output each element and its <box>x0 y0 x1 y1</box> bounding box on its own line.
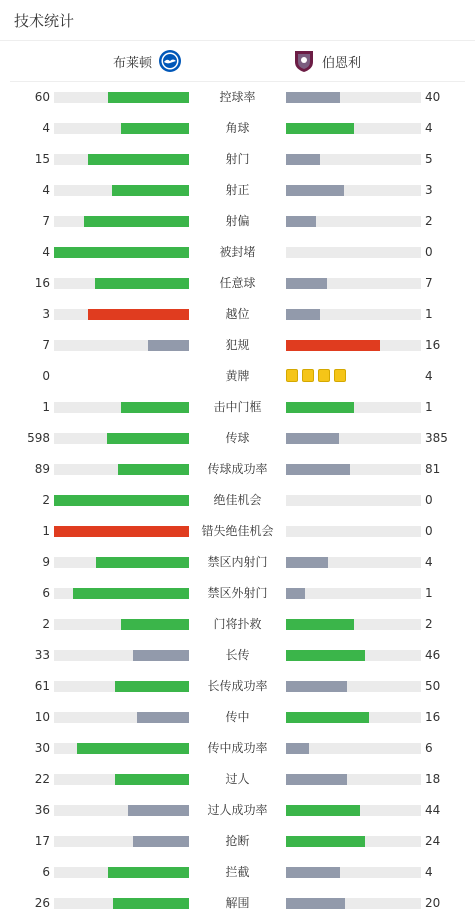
home-value: 10 <box>34 710 50 724</box>
stat-label: 传中 <box>225 710 250 724</box>
away-value: 2 <box>425 617 433 631</box>
home-bar-fill <box>133 650 189 661</box>
away-bar-track <box>286 836 421 847</box>
away-bar-fill <box>286 681 347 692</box>
away-bar-track <box>286 340 421 351</box>
teams-header <box>10 41 465 82</box>
stat-row <box>0 206 475 237</box>
stat-row <box>0 144 475 175</box>
yellow-cards <box>286 369 346 382</box>
home-bar-track <box>54 836 189 847</box>
home-value: 0 <box>42 369 50 383</box>
away-bar-fill <box>286 619 354 630</box>
home-team[interactable] <box>113 49 182 73</box>
away-bar-track <box>286 805 421 816</box>
away-value: 50 <box>425 679 441 693</box>
stat-label: 任意球 <box>219 276 256 290</box>
away-value: 40 <box>425 90 441 104</box>
home-value: 89 <box>34 462 50 476</box>
home-bar-fill <box>54 247 189 258</box>
stat-row <box>0 361 475 392</box>
away-value: 4 <box>425 555 433 569</box>
away-value: 3 <box>425 183 433 197</box>
away-bar-track <box>286 774 421 785</box>
home-bar-track <box>54 774 189 785</box>
stat-row <box>0 547 475 578</box>
stat-row <box>0 485 475 516</box>
home-value: 1 <box>42 524 50 538</box>
stat-label: 黄牌 <box>225 369 250 383</box>
home-bar-fill <box>77 743 189 754</box>
home-bar-fill <box>88 309 189 320</box>
home-value: 4 <box>42 183 50 197</box>
stat-label: 长传成功率 <box>207 679 268 693</box>
stat-label: 拦截 <box>225 865 250 879</box>
stat-label: 长传 <box>225 648 250 662</box>
stat-row <box>0 175 475 206</box>
home-bar-fill <box>95 278 189 289</box>
yellow-card-icon <box>334 369 346 382</box>
away-value: 0 <box>425 493 433 507</box>
stat-row <box>0 423 475 454</box>
away-bar-track <box>286 92 421 103</box>
home-bar-fill <box>121 619 189 630</box>
home-value: 61 <box>34 679 50 693</box>
stat-row <box>0 299 475 330</box>
stat-label: 禁区外射门 <box>207 586 268 600</box>
stat-row <box>0 330 475 361</box>
home-value: 15 <box>34 152 50 166</box>
home-bar-fill <box>113 898 189 909</box>
stat-label: 门将扑救 <box>213 617 262 631</box>
stat-row <box>0 795 475 826</box>
home-bar-track <box>54 495 189 506</box>
stat-row <box>0 82 475 113</box>
home-bar-track <box>54 526 189 537</box>
stat-label: 射门 <box>225 152 250 166</box>
home-value: 7 <box>42 338 50 352</box>
home-bar-track <box>54 402 189 413</box>
away-bar-track <box>286 185 421 196</box>
home-value: 4 <box>42 121 50 135</box>
home-bar-track <box>54 650 189 661</box>
stat-label: 传球成功率 <box>207 462 268 476</box>
away-value: 6 <box>425 741 433 755</box>
home-bar-track <box>54 898 189 909</box>
home-bar-fill <box>108 867 189 878</box>
away-bar-fill <box>286 216 316 227</box>
home-bar-fill <box>121 402 189 413</box>
stat-row <box>0 857 475 888</box>
away-bar-track <box>286 402 421 413</box>
stat-label: 犯规 <box>225 338 250 352</box>
away-bar-fill <box>286 898 345 909</box>
away-value: 20 <box>425 896 441 910</box>
yellow-card-icon <box>318 369 330 382</box>
home-bar-fill <box>112 185 189 196</box>
stat-label: 绝佳机会 <box>213 493 262 507</box>
away-bar-track <box>286 526 421 537</box>
away-bar-fill <box>286 712 369 723</box>
away-bar-track <box>286 712 421 723</box>
brighton-crest-icon <box>158 49 182 73</box>
home-value: 3 <box>42 307 50 321</box>
home-team-name: 布莱顿 <box>112 55 152 71</box>
home-bar-track <box>54 247 189 258</box>
home-bar-fill <box>73 588 189 599</box>
away-value: 5 <box>425 152 433 166</box>
stat-label: 过人 <box>225 772 250 786</box>
away-value: 2 <box>425 214 433 228</box>
away-value: 1 <box>425 400 433 414</box>
away-bar-fill <box>286 154 320 165</box>
away-bar-fill <box>286 557 328 568</box>
stat-row <box>0 826 475 857</box>
away-value: 4 <box>425 865 433 879</box>
away-bar-track <box>286 588 421 599</box>
stat-label: 过人成功率 <box>207 803 268 817</box>
stat-row <box>0 702 475 733</box>
stat-label: 越位 <box>225 307 250 321</box>
stat-row <box>0 640 475 671</box>
away-bar-track <box>286 433 421 444</box>
away-bar-fill <box>286 309 320 320</box>
away-bar-fill <box>286 867 340 878</box>
away-value: 7 <box>425 276 433 290</box>
home-value: 2 <box>42 617 50 631</box>
away-bar-fill <box>286 92 340 103</box>
home-bar-track <box>54 681 189 692</box>
away-bar-fill <box>286 464 350 475</box>
home-bar-track <box>54 123 189 134</box>
away-value: 46 <box>425 648 441 662</box>
stat-label: 传球 <box>225 431 250 445</box>
home-bar-track <box>54 867 189 878</box>
home-bar-track <box>54 805 189 816</box>
stat-label: 传中成功率 <box>207 741 268 755</box>
home-bar-track <box>54 588 189 599</box>
home-bar-track <box>54 433 189 444</box>
away-team-name: 伯恩利 <box>322 55 362 71</box>
away-bar-track <box>286 898 421 909</box>
home-value: 6 <box>42 865 50 879</box>
home-bar-track <box>54 464 189 475</box>
away-bar-fill <box>286 433 339 444</box>
away-bar-track <box>286 123 421 134</box>
home-bar-fill <box>88 154 189 165</box>
away-bar-track <box>286 247 421 258</box>
home-value: 36 <box>34 803 50 817</box>
home-bar-fill <box>118 464 189 475</box>
away-bar-fill <box>286 185 344 196</box>
away-value: 44 <box>425 803 441 817</box>
home-value: 60 <box>34 90 50 104</box>
away-bar-track <box>286 619 421 630</box>
stat-label: 抢断 <box>225 834 250 848</box>
stat-row <box>0 392 475 423</box>
away-bar-fill <box>286 402 354 413</box>
home-bar-fill <box>84 216 189 227</box>
home-bar-fill <box>137 712 189 723</box>
stats-list <box>0 82 475 919</box>
home-value: 4 <box>42 245 50 259</box>
home-bar-track <box>54 309 189 320</box>
away-team[interactable] <box>292 49 361 73</box>
stat-row <box>0 237 475 268</box>
home-bar-track <box>54 340 189 351</box>
home-bar-track <box>54 712 189 723</box>
home-bar-fill <box>108 92 189 103</box>
stat-label: 禁区内射门 <box>207 555 268 569</box>
page-title: 技术统计 <box>14 11 75 30</box>
away-value: 4 <box>425 121 433 135</box>
stat-label: 射偏 <box>225 214 250 228</box>
away-bar-track <box>286 495 421 506</box>
stat-row <box>0 578 475 609</box>
away-value: 16 <box>425 338 441 352</box>
home-bar-fill <box>128 805 189 816</box>
away-bar-fill <box>286 805 360 816</box>
away-bar-track <box>286 216 421 227</box>
away-value: 0 <box>425 524 433 538</box>
home-bar-fill <box>121 123 189 134</box>
away-value: 16 <box>425 710 441 724</box>
away-value: 4 <box>425 369 433 383</box>
away-bar-fill <box>286 340 380 351</box>
away-bar-track <box>286 867 421 878</box>
stat-row <box>0 671 475 702</box>
stat-label: 被封堵 <box>219 245 256 259</box>
home-value: 6 <box>42 586 50 600</box>
home-bar-fill <box>115 681 189 692</box>
away-value: 1 <box>425 307 433 321</box>
home-value: 33 <box>34 648 50 662</box>
home-value: 1 <box>42 400 50 414</box>
home-bar-fill <box>107 433 189 444</box>
away-value: 18 <box>425 772 441 786</box>
home-bar-fill <box>54 495 189 506</box>
stat-row <box>0 454 475 485</box>
stat-row <box>0 268 475 299</box>
home-value: 2 <box>42 493 50 507</box>
away-value: 1 <box>425 586 433 600</box>
stat-label: 击中门框 <box>213 400 262 414</box>
stat-row <box>0 609 475 640</box>
away-bar-track <box>286 743 421 754</box>
away-bar-track <box>286 278 421 289</box>
home-value: 16 <box>34 276 50 290</box>
stat-row <box>0 888 475 919</box>
stat-row <box>0 113 475 144</box>
stat-row <box>0 733 475 764</box>
away-bar-track <box>286 650 421 661</box>
home-bar-fill <box>96 557 189 568</box>
home-value: 7 <box>42 214 50 228</box>
burnley-crest-icon <box>292 49 316 73</box>
stat-label: 控球率 <box>219 90 256 104</box>
away-bar-fill <box>286 650 365 661</box>
away-value: 385 <box>425 431 448 445</box>
away-value: 24 <box>425 834 441 848</box>
home-bar-track <box>54 154 189 165</box>
header <box>0 0 475 41</box>
stat-row <box>0 764 475 795</box>
away-bar-track <box>286 154 421 165</box>
home-value: 26 <box>34 896 50 910</box>
away-bar-track <box>286 309 421 320</box>
home-value: 17 <box>34 834 50 848</box>
home-bar-fill <box>54 526 189 537</box>
home-value: 22 <box>34 772 50 786</box>
stat-label: 解围 <box>225 896 250 910</box>
home-bar-fill <box>148 340 189 351</box>
home-bar-track <box>54 278 189 289</box>
home-bar-fill <box>133 836 189 847</box>
away-bar-track <box>286 681 421 692</box>
away-bar-fill <box>286 774 347 785</box>
home-bar-fill <box>115 774 189 785</box>
away-value: 81 <box>425 462 441 476</box>
stat-label: 错失绝佳机会 <box>201 524 274 538</box>
home-bar-track <box>54 619 189 630</box>
yellow-card-icon <box>286 369 298 382</box>
home-bar-track <box>54 92 189 103</box>
away-bar-track <box>286 464 421 475</box>
yellow-card-icon <box>302 369 314 382</box>
home-bar-track <box>54 743 189 754</box>
home-value: 598 <box>27 431 50 445</box>
away-bar-fill <box>286 743 309 754</box>
home-bar-track <box>54 557 189 568</box>
home-bar-track <box>54 185 189 196</box>
stat-label: 射正 <box>225 183 250 197</box>
away-value: 0 <box>425 245 433 259</box>
away-bar-fill <box>286 836 365 847</box>
home-bar-track <box>54 216 189 227</box>
home-value: 30 <box>34 741 50 755</box>
away-bar-fill <box>286 123 354 134</box>
away-bar-track <box>286 557 421 568</box>
stat-row <box>0 516 475 547</box>
away-bar-fill <box>286 588 305 599</box>
home-value: 9 <box>42 555 50 569</box>
away-bar-fill <box>286 278 327 289</box>
stat-label: 角球 <box>225 121 250 135</box>
